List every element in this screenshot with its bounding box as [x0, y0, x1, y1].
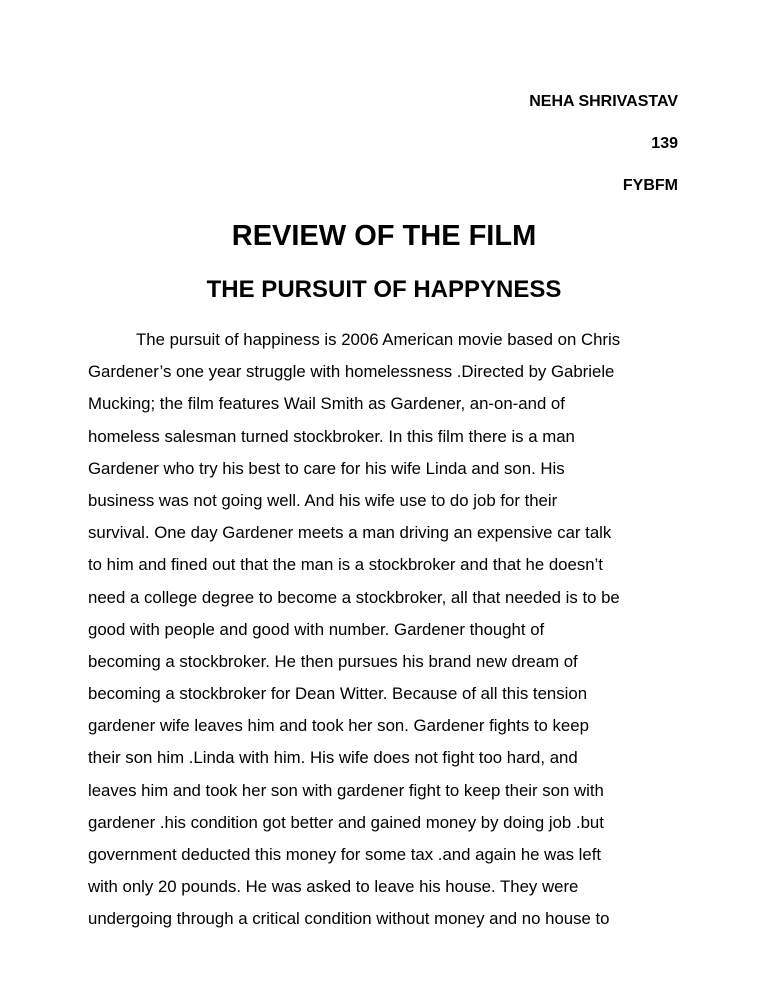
author-name: NEHA SHRIVASTAV	[529, 93, 678, 110]
paragraph-line: homeless salesman turned stockbroker. In this film there is a man	[88, 426, 575, 446]
paragraph-line: survival. One day Gardener meets a man driving an expensive car talk	[88, 523, 612, 543]
paragraph-line: good with people and good with number. Gardener thought of	[88, 619, 545, 639]
roll-number: 139	[651, 135, 678, 152]
paragraph-line: Mucking; the film features Wail Smith as Gardener, an-on-and of	[88, 394, 565, 414]
review-paragraph	[88, 324, 688, 936]
paragraph-line: gardener wife leaves him and took her son. Gardener fights to keep	[88, 716, 589, 736]
paragraph-line: leaves him and took her son with gardener fight to keep their son with	[88, 780, 604, 800]
document-title: REVIEW OF THE FILM	[231, 220, 537, 252]
paragraph-line: gardener .his condition got better and gained money by doing job .but	[88, 812, 604, 832]
paragraph-line: becoming a stockbroker. He then pursues his brand new dream of	[88, 651, 578, 671]
paragraph-line: The pursuit of happiness is 2006 American movie based on Chris	[136, 330, 621, 349]
paragraph-line: Gardener who try his best to care for his wife Linda and son. His	[88, 458, 565, 478]
paragraph-line: business was not going well. And his wife use to do job for their	[88, 490, 558, 510]
paragraph-line: their son him .Linda with him. His wife does not fight too hard, and	[88, 748, 578, 768]
paragraph-line: with only 20 pounds. He was asked to leave his house. They were	[88, 877, 579, 897]
course-name: FYBFM	[622, 177, 678, 194]
paragraph-line: government deducted this money for some tax .and again he was left	[88, 845, 602, 864]
paragraph-line: to him and fined out that the man is a stockbroker and that he doesn’t	[88, 555, 603, 575]
film-title: THE PURSUIT OF HAPPYNESS	[206, 276, 562, 303]
paragraph-line: need a college degree to become a stockbroker, all that needed is to be	[88, 587, 620, 607]
paragraph-line: becoming a stockbroker for Dean Witter. Because of all this tension	[88, 684, 588, 704]
paragraph-line: Gardener’s one year struggle with homelessness .Directed by Gabriele	[88, 362, 615, 382]
paragraph-line: undergoing through a critical condition without money and no house to	[88, 909, 610, 929]
